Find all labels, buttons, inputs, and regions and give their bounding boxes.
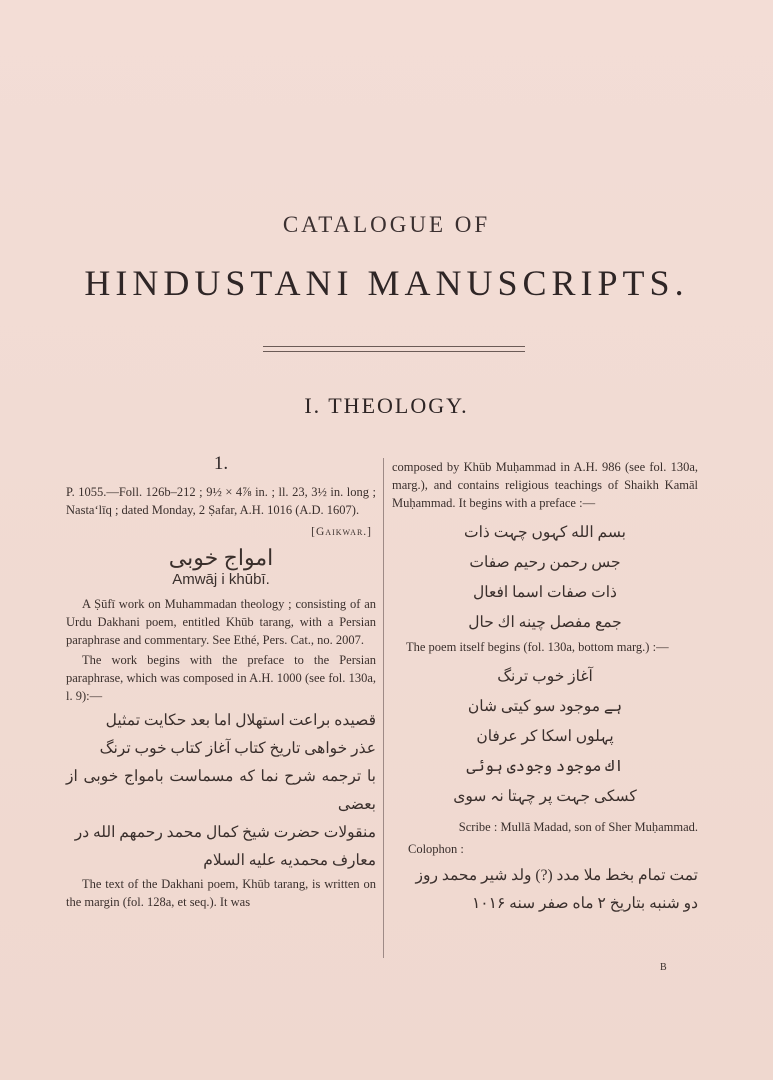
entry-paragraph-1: A Ṣūfī work on Muhammadan theology ; consisting of an Urdu Dakhani poem, entitled Khūb tarang, with a Persian paraphrase and commentary. See Ethé, Pers. Cat., no. 2007. — [66, 597, 376, 647]
preface-verses — [392, 518, 698, 638]
entry-description: P. 1055.—Foll. 126b–212 ; 9½ × 4⅞ in. ; ll. 23, 3½ in. long ; Nasta‘līq ; dated Monday, 2 Ṣafar, A.H. 1016 (A.D. 1607). — [66, 485, 376, 517]
transliterated-title: Amwāj i khūbī. — [172, 571, 270, 588]
verse-line: آغاز خوب ترنگ — [497, 668, 593, 685]
verse-line: ذات صفات اسما افعال — [473, 584, 617, 601]
colophon-label: Colophon : — [408, 842, 464, 856]
column-divider — [383, 458, 384, 958]
colophon-text — [392, 862, 698, 918]
persian-line: عذر خواهی تاریخ کتاب آغاز کتاب خوب ترنگ — [99, 740, 376, 757]
catalogue-title-line2: HINDUSTANI MANUSCRIPTS. — [84, 263, 689, 303]
verse-line: جمع مفصل چینه اك حال — [468, 614, 622, 631]
collection-mark: [Gaikwar.] — [311, 526, 372, 538]
colophon-line: دو شنبه بتاریخ ۲ ماه صفر سنه ۱۰۱۶ — [471, 895, 698, 912]
verse-line: ہے موجود سو کیتی شان — [467, 698, 623, 715]
persian-line: قصیده براعت استهلال اما بعد حکایت تمثیل — [105, 712, 376, 729]
entry-paragraph-3: The text of the Dakhani poem, Khūb tarang, is written on the margin (fol. 128a, et seq.). It was — [66, 877, 376, 909]
persian-line: معارف محمدیه علیه السلام — [203, 852, 376, 869]
right-paragraph-1: composed by Khūb Muḥammad in A.H. 986 (see fol. 130a, marg.), and contains religious teachings of Shaikh Kamāl Muḥammad. It begins with a preface :— — [392, 460, 698, 510]
verse-line: بسم الله کہوں چہت ذات — [464, 524, 626, 541]
entry-paragraph-2: The work begins with the preface to the Persian paraphrase, which was composed in A.H. 1000 (see fol. 130a, l. 9):— — [66, 653, 376, 703]
section-heading: I. THEOLOGY. — [304, 393, 469, 418]
left-column — [66, 455, 376, 913]
catalogue-title-line1: CATALOGUE OF — [282, 212, 491, 237]
verse-line: پہلوں اسکا کر عرفان — [476, 728, 614, 745]
poem-verses — [392, 662, 698, 812]
colophon-line: تمت تمام بخط ملا مدد (?) ولد شیر محمد روز — [415, 867, 698, 884]
verse-line: اك موجود وجودی ہوئی — [466, 758, 624, 775]
verse-line: جس رحمن رحیم صفات — [469, 554, 621, 571]
scribe-line: Scribe : Mullā Madad, son of Sher Muḥammad. — [458, 820, 698, 834]
persian-line: منقولات حضرت شیخ کمال محمد رحمهم الله در — [74, 824, 376, 841]
right-paragraph-2: The poem itself begins (fol. 130a, bottom marg.) :— — [406, 640, 669, 654]
verse-line: کسکی جہت پر چہتا نہ سوی — [453, 788, 637, 805]
entry-number: 1. — [213, 453, 229, 474]
persian-line: با ترجمه شرح نما که مسماست بامواج خوبی از بعضی — [66, 768, 376, 813]
right-column — [392, 458, 698, 918]
persian-quote — [66, 707, 376, 875]
title-divider — [263, 346, 525, 352]
signature-mark: B — [660, 962, 667, 973]
arabic-title: امواج خوبی — [168, 545, 274, 570]
